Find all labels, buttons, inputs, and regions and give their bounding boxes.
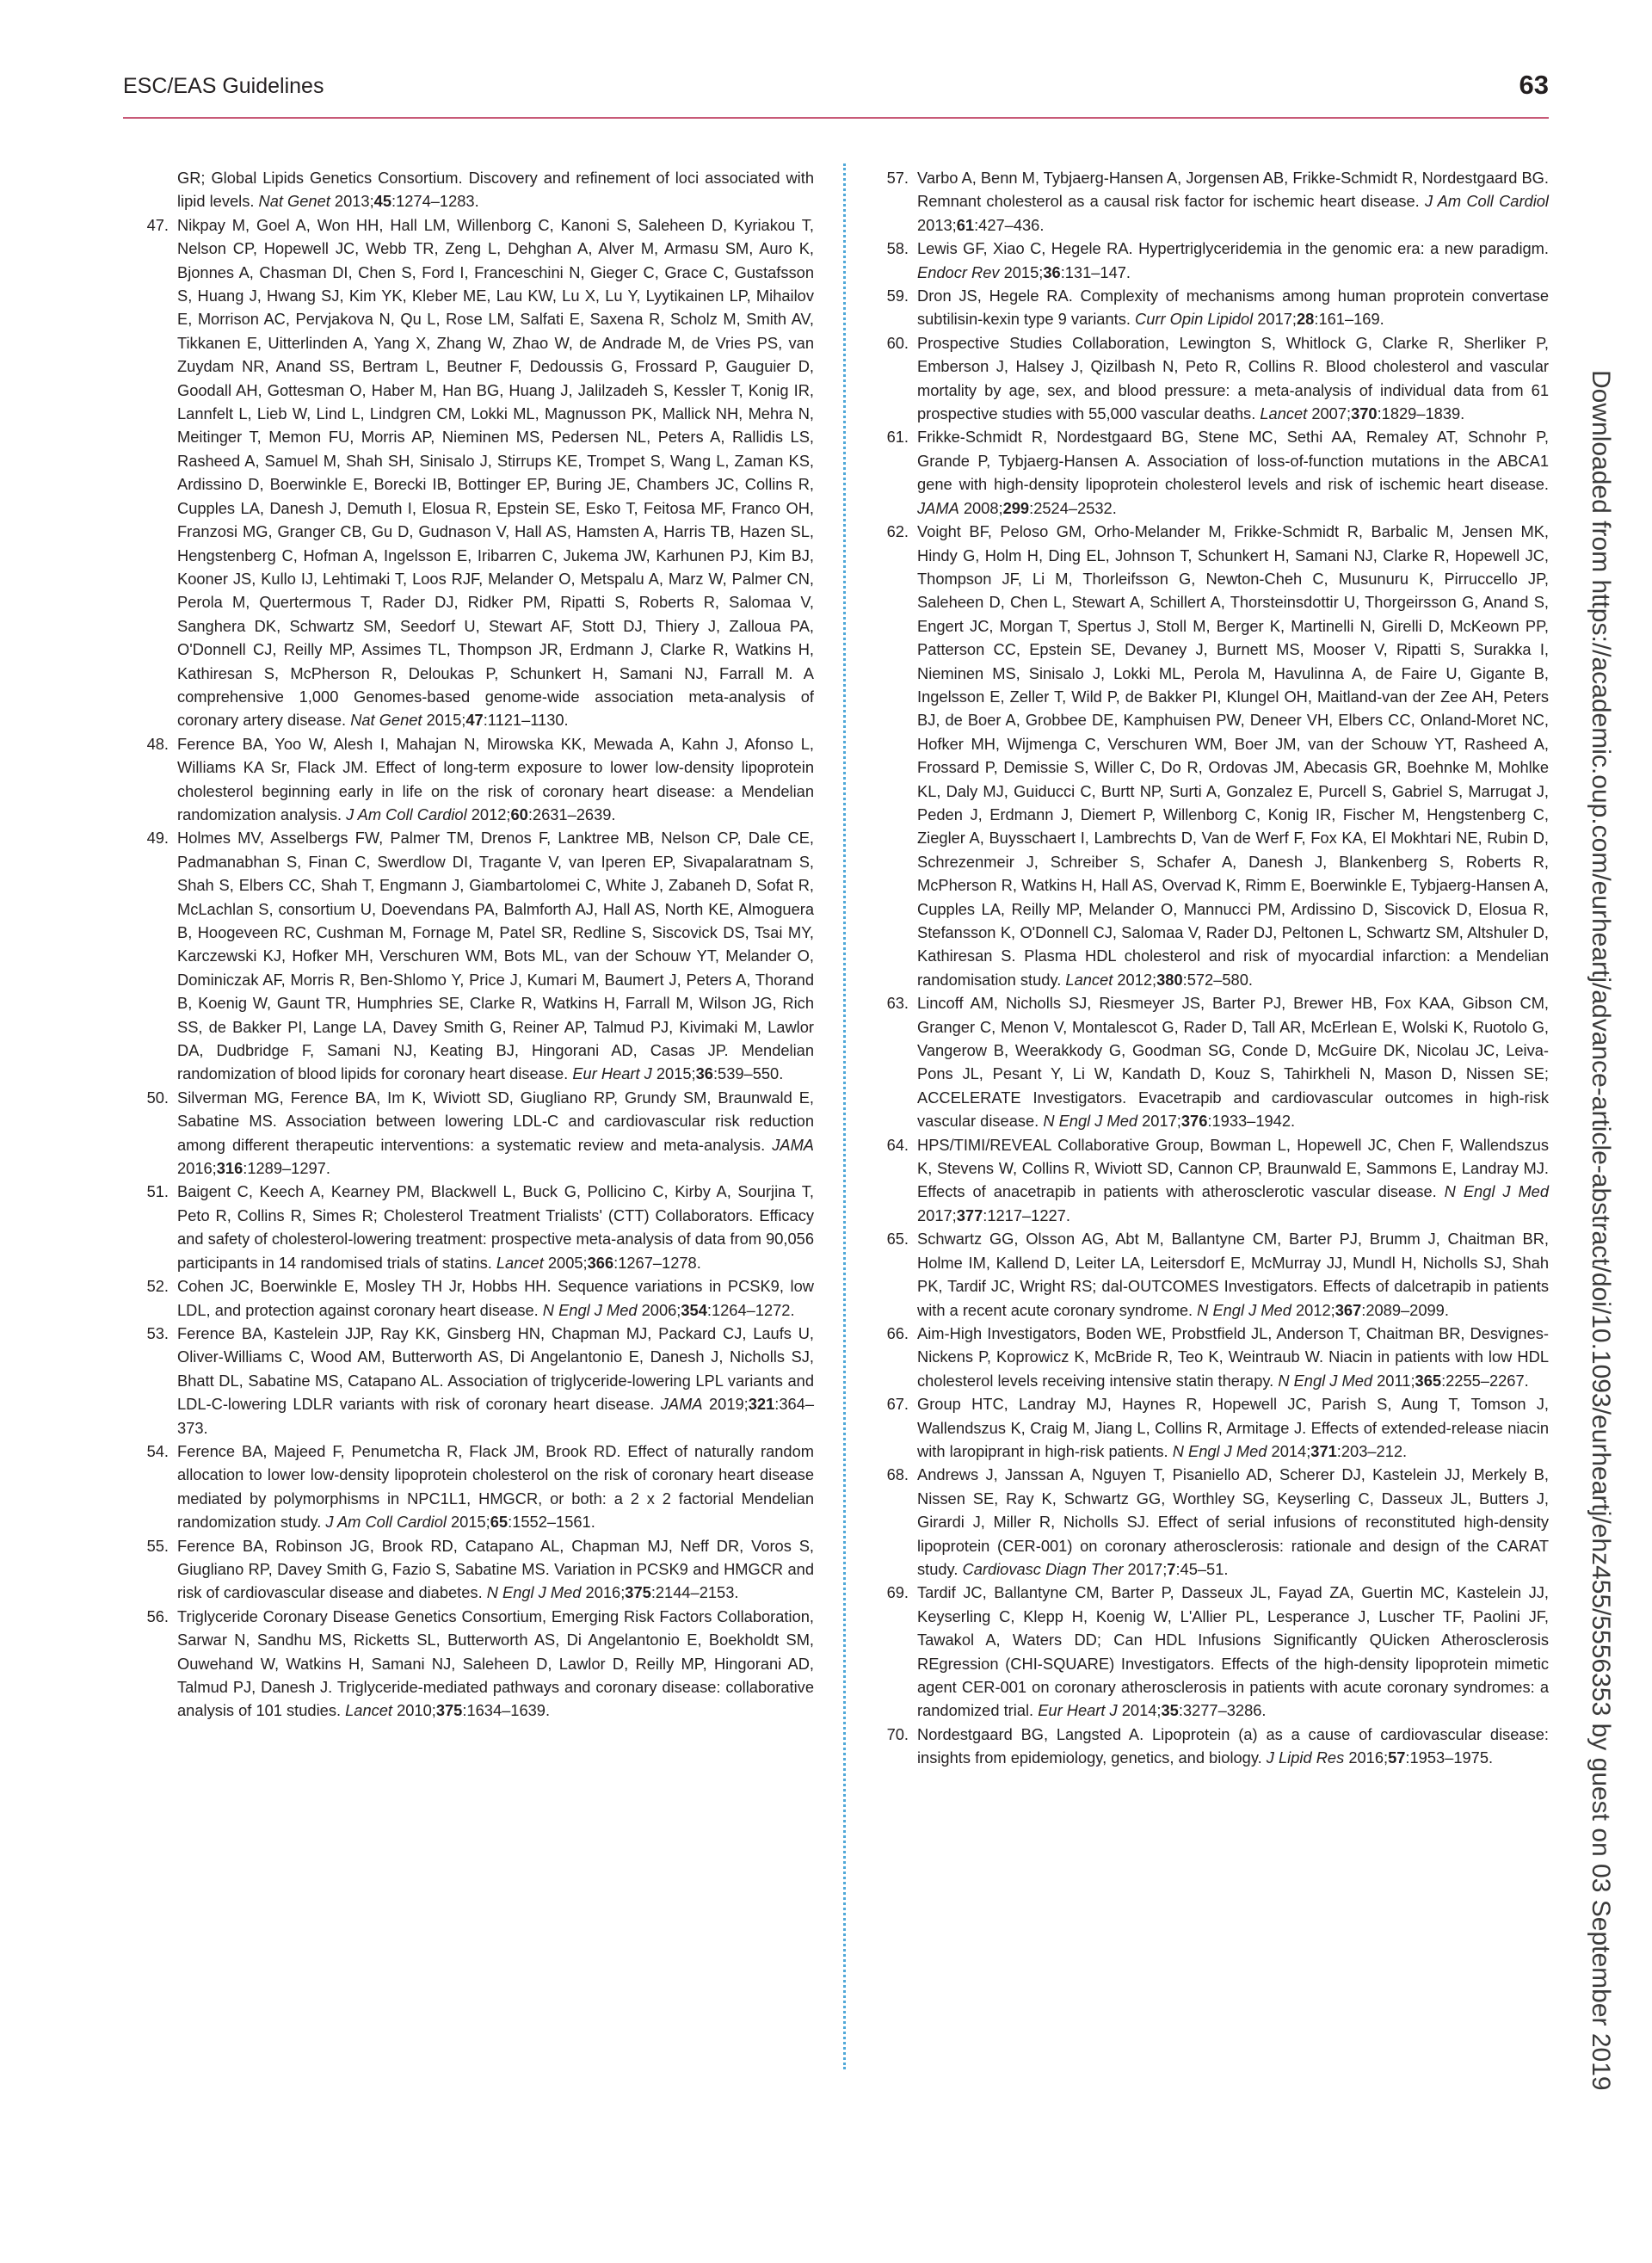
reference-item <box>129 1180 814 1274</box>
reference-pages: :1267–1278. <box>613 1253 701 1272</box>
reference-year: 2012; <box>1291 1300 1335 1319</box>
reference-text: Lincoff AM, Nicholls SJ, Riesmeyer JS, Barter PJ, Brewer HB, Fox KAA, Gibson CM, Granger C, Menon V, Montalescot G, Rader D, Tall AR, McErlean E, Wolski K, Ruotolo G, Vangerow B, Weerakkody G, Goodman SG, Conde D, McGuire DK, Nicolau JC, Leiva-Pons JL, Pesant Y, Li W, Kandath D, Kouz S, Tahirkheli N, Mason D, Nissen SE; ACCELERATE Investigators. Evacetrapib and cardiovascular outcomes in high-risk vascular disease. <box>917 994 1549 1131</box>
reference-pages: :3277–3286. <box>1178 1701 1267 1720</box>
reference-text: Nordestgaard BG, Langsted A. Lipoprotein (a) as a cause of cardiovascular disease: insights from epidemiology, genetics, and biology. <box>917 1724 1549 1767</box>
running-header <box>123 72 1549 119</box>
reference-item <box>129 1086 814 1181</box>
reference-volume: 354 <box>681 1300 707 1319</box>
reference-volume: 367 <box>1335 1300 1362 1319</box>
reference-volume: 370 <box>1351 404 1378 423</box>
reference-volume: 365 <box>1415 1371 1442 1390</box>
reference-journal: JAMA <box>917 498 959 517</box>
reference-volume: 36 <box>695 1064 713 1083</box>
reference-pages: :45–51. <box>1175 1559 1229 1578</box>
reference-pages: :203–212. <box>1336 1441 1408 1460</box>
reference-journal: Curr Opin Lipidol <box>1135 310 1254 329</box>
reference-item <box>129 1322 814 1440</box>
reference-item <box>129 213 814 732</box>
reference-number: 60. <box>886 333 909 352</box>
reference-volume: 377 <box>956 1205 983 1224</box>
reference-item <box>869 237 1549 284</box>
column-divider <box>843 163 846 2069</box>
reference-item <box>869 166 1549 237</box>
reference-pages: :2631–2639. <box>527 805 616 823</box>
reference-text: Silverman MG, Ference BA, Im K, Wiviott SD, Giugliano RP, Grundy SM, Braunwald E, Sabatine MS. Association between lowering LDL-C and cardiovascular risk reduction among different therapeutic interventions: a systematic review and meta-analysis. <box>177 1088 814 1154</box>
reference-journal: N Engl J Med <box>542 1300 638 1319</box>
reference-year: 2014; <box>1117 1701 1162 1720</box>
reference-number: 66. <box>886 1323 909 1342</box>
reference-journal: Eur Heart J <box>1038 1701 1118 1720</box>
reference-year: 2019; <box>702 1395 749 1414</box>
reference-pages: :2255–2267. <box>1441 1371 1529 1390</box>
reference-volume: 299 <box>1002 498 1030 517</box>
reference-year: 2015; <box>422 711 466 730</box>
reference-text: Ference BA, Majeed F, Penumetcha R, Flack JM, Brook RD. Effect of naturally random allocation to lower low-density lipoprotein cholesterol on the risk of coronary heart disease mediated by polymorphisms in NPC1L1, HMGCR, or both: a 2 x 2 factorial Mendelian randomization study. <box>177 1441 814 1532</box>
reference-volume: 47 <box>465 711 484 730</box>
reference-year: 2016; <box>177 1159 217 1178</box>
reference-year: 2015; <box>446 1513 490 1532</box>
reference-year: 2017; <box>1123 1559 1168 1578</box>
reference-number: 52. <box>146 1277 169 1296</box>
reference-number: 55. <box>146 1536 169 1555</box>
reference-text: Group HTC, Landray MJ, Haynes R, Hopewell JC, Parish S, Aung T, Tomson J, Wallendszus K, Craig M, Jiang L, Collins R, Armitage J. Effects of extended-release niacin with laropiprant in high-risk patients. <box>917 1395 1549 1460</box>
reference-pages: :572–580. <box>1182 970 1253 989</box>
reference-number: 69. <box>886 1583 909 1602</box>
reference-year: 2007; <box>1307 404 1352 423</box>
reference-volume: 57 <box>1388 1748 1406 1767</box>
reference-number: 68. <box>886 1465 909 1484</box>
reference-year: 2016; <box>581 1583 626 1602</box>
reference-item <box>869 1581 1549 1722</box>
reference-volume: 366 <box>587 1253 614 1272</box>
reference-text: Prospective Studies Collaboration, Lewington S, Whitlock G, Clarke R, Sherliker P, Emberson J, Halsey J, Qizilbash N, Peto R, Collins R. Blood cholesterol and vascular mortality by age, sex, and blood pressure: a meta-analysis of individual data from 61 prospective studies with 55,000 vascular deaths. <box>917 333 1549 423</box>
reference-pages: :1953–1975. <box>1405 1748 1494 1767</box>
reference-volume: 380 <box>1156 970 1183 989</box>
reference-text: Tardif JC, Ballantyne CM, Barter P, Dasseux JL, Fayad ZA, Guertin MC, Kastelein JJ, Keyserling C, Klepp H, Koenig W, L'Allier PL, Lesperance J, Luscher TF, Paolini JF, Tawakol A, Waters DD; Can HDL Infusions Significantly QUicken Atherosclerosis REgression (CHI-SQUARE) Investigators. Effects of the high-density lipoprotein mimetic agent CER-001 on coronary atherosclerosis in patients with acute coronary syndromes: a randomized trial. <box>917 1583 1549 1720</box>
reference-item <box>129 732 814 827</box>
reference-text: Baigent C, Keech A, Kearney PM, Blackwell L, Buck G, Pollicino C, Kirby A, Sourjina T, Peto R, Collins R, Simes R; Cholesterol Treatment Trialists' (CTT) Collaborators. Efficacy and safety of cholesterol-lowering treatment: prospective meta-analysis of data from 90,056 participants in 14 randomised trials of statins. <box>177 1182 814 1272</box>
reference-text: HPS/TIMI/REVEAL Collaborative Group, Bowman L, Hopewell JC, Chen F, Wallendszus K, Stevens W, Collins R, Wiviott SD, Cannon CP, Braunwald E, Sammons E, Landray MJ. Effects of anacetrapib in patients with atherosclerotic vascular disease. <box>917 1135 1549 1201</box>
reference-number: 61. <box>886 428 909 447</box>
reference-text: Lewis GF, Xiao C, Hegele RA. Hypertriglyceridemia in the genomic era: a new paradigm. <box>917 239 1549 258</box>
reference-year: 2015; <box>651 1064 696 1083</box>
reference-item <box>869 1133 1549 1228</box>
reference-number: 70. <box>886 1724 909 1743</box>
reference-volume: 316 <box>216 1159 243 1178</box>
reference-item <box>129 166 814 213</box>
reference-journal: N Engl J Med <box>1172 1441 1267 1460</box>
reference-pages: :161–169. <box>1314 310 1384 329</box>
reference-pages: :1217–1227. <box>983 1205 1070 1224</box>
reference-item <box>869 520 1549 991</box>
reference-number: 49. <box>146 829 169 848</box>
reference-text: Triglyceride Coronary Disease Genetics Consortium, Emerging Risk Factors Collaboration, Sarwar N, Sandhu MS, Ricketts SL, Butterworth AS, Di Angelantonio E, Boekholdt SM, Ouwehand W, Watkins H, Samani NJ, Saleheen D, Lawlor D, Reilly MP, Hingorani AD, Talmud PJ, Danesh J. Triglyceride-mediated pathways and coronary disease: collaborative analysis of 101 studies. <box>177 1606 814 1720</box>
reference-journal: Lancet <box>1260 404 1308 423</box>
reference-volume: 65 <box>490 1513 509 1532</box>
reference-pages: :1634–1639. <box>462 1701 551 1720</box>
reference-pages: :2089–2099. <box>1361 1300 1449 1319</box>
reference-volume: 61 <box>956 215 975 234</box>
reference-year: 2013; <box>917 215 957 234</box>
reference-journal: Lancet <box>345 1701 393 1720</box>
reference-journal: N Engl J Med <box>1278 1371 1373 1390</box>
reference-number: 51. <box>146 1182 169 1201</box>
reference-journal: Lancet <box>496 1253 544 1272</box>
reference-year: 2017; <box>1253 310 1298 329</box>
reference-text: Ference BA, Yoo W, Alesh I, Mahajan N, Mirowska KK, Mewada A, Kahn J, Afonso L, Williams KA Sr, Flack JM. Effect of long-term exposure to lower low-density lipoprotein cholesterol beginning early in life on the risk of coronary heart disease: a Mendelian randomization analysis. <box>177 734 814 823</box>
reference-item <box>869 1392 1549 1463</box>
reference-year: 2008; <box>959 498 1003 517</box>
reference-journal: N Engl J Med <box>486 1583 582 1602</box>
reference-year: 2017; <box>1137 1112 1181 1131</box>
reference-pages: :1289–1297. <box>243 1159 330 1178</box>
reference-number: 53. <box>146 1323 169 1342</box>
reference-year: 2012; <box>466 805 511 823</box>
reference-text: GR; Global Lipids Genetics Consortium. Discovery and refinement of loci associated with lipid levels. <box>177 169 814 211</box>
reference-item <box>869 1723 1549 1770</box>
reference-number: 62. <box>886 522 909 541</box>
reference-number: 65. <box>886 1230 909 1249</box>
reference-journal: Nat Genet <box>350 711 422 730</box>
reference-journal: N Engl J Med <box>1197 1300 1291 1319</box>
reference-year: 2013; <box>330 192 374 211</box>
reference-journal: N Engl J Med <box>1444 1182 1550 1201</box>
reference-text: Holmes MV, Asselbergs FW, Palmer TM, Drenos F, Lanktree MB, Nelson CP, Dale CE, Padmanabhan S, Finan C, Swerdlow DI, Tragante V, van Iperen EP, Sivapalaratnam S, Shah S, Elbers CC, Shah T, Engmann J, Giambartolomei C, White J, Zabaneh D, Sofat R, McLachlan S, consortium U, Doevendans PA, Balmforth AJ, Hall AS, North KE, Almoguera B, Hoogeveen RC, Cushman M, Fornage M, Patel SR, Redline S, Siscovick DS, Tsai MY, Karczewski KJ, Hofker MH, Verschuren WM, Bots ML, van der Schouw YT, Melander O, Dominiczak AF, Morris R, Ben-Shlomo Y, Price J, Kumari M, Baumert J, Peters A, Thorand B, Koenig W, Gaunt TR, Humphries SE, Clarke R, Watkins H, Farrall M, Wilson JG, Rich SS, de Bakker PI, Lange LA, Davey Smith G, Reiner AP, Talmud PJ, Kivimaki M, Lawlor DA, Dudbridge F, Samani NJ, Keating BJ, Hingorani AD, Casas JP. Mendelian randomization of blood lipids for coronary heart disease. <box>177 829 814 1083</box>
reference-volume: 60 <box>510 805 528 823</box>
reference-number: 48. <box>146 734 169 753</box>
reference-volume: 321 <box>748 1395 775 1414</box>
reference-journal: Lancet <box>1065 970 1113 989</box>
reference-year: 2016; <box>1344 1748 1389 1767</box>
reference-year: 2006; <box>637 1300 681 1319</box>
reference-journal: Nat Genet <box>258 192 330 211</box>
reference-number: 50. <box>146 1088 169 1107</box>
reference-pages: :2524–2532. <box>1029 498 1117 517</box>
reference-year: 2015; <box>999 262 1044 281</box>
reference-year: 2010; <box>392 1701 436 1720</box>
reference-pages: :131–147. <box>1060 262 1131 281</box>
reference-pages: :2144–2153. <box>650 1583 739 1602</box>
reference-pages: :427–436. <box>974 215 1045 234</box>
reference-year: 2017; <box>917 1205 957 1224</box>
reference-text: Varbo A, Benn M, Tybjaerg-Hansen A, Jorgensen AB, Frikke-Schmidt R, Nordestgaard BG. Remnant cholesterol as a causal risk factor for ischemic heart disease. <box>917 169 1549 211</box>
reference-item <box>129 826 814 1085</box>
reference-number: 47. <box>146 215 169 234</box>
reference-text: Voight BF, Peloso GM, Orho-Melander M, Frikke-Schmidt R, Barbalic M, Jensen MK, Hindy G, Holm H, Ding EL, Johnson T, Schunkert H, Samani NJ, Clarke R, Hopewell JC, Thompson JF, Li M, Thorleifsson G, Newton-Cheh C, Musunuru K, Pirruccello JP, Saleheen D, Chen L, Stewart A, Schillert A, Thorsteinsdottir U, Thorgeirsson G, Anand S, Engert JC, Morgan T, Spertus J, Stoll M, Berger K, Martinelli N, Girelli D, McKeown PP, Patterson CC, Epstein SE, Devaney J, Burnett MS, Mooser V, Ripatti S, Surakka I, Nieminen MS, Sinisalo J, Lokki ML, Perola M, Havulinna A, de Faire U, Gigante B, Ingelsson E, Zeller T, Wild P, de Bakker PI, Klungel OH, Maitland-van der Zee AH, Peters BJ, de Boer A, Grobbee DE, Kamphuisen PW, Deneer VH, Elbers CC, Onland-Moret NC, Hofker MH, Wijmenga C, Verschuren WM, Boer JM, van der Schouw YT, Rasheed A, Frossard P, Demissie S, Willer C, Do R, Ordovas JM, Abecasis GR, Boehnke M, Mohlke KL, Daly MJ, Guiducci C, Burtt NP, Surti A, Gonzalez E, Purcell S, Gabriel S, Marrugat J, Peden J, Erdmann J, Diemert P, Willenborg C, Konig IR, Fischer M, Hengstenberg C, Ziegler A, Buysschaert I, Lambrechts D, Van de Werf F, Fox KA, El Mokhtari NE, Rubin D, Schrezenmeir J, Schreiber S, Schafer A, Danesh J, Blankenberg S, Roberts R, McPherson R, Watkins H, Hall AS, Overvad K, Rimm E, Boerwinkle E, Tybjaerg-Hansen A, Cupples LA, Reilly MP, Melander O, Mannucci PM, Ardissino D, Siscovick D, Elosua R, Stefansson K, O'Donnell CJ, Salomaa V, Rader DJ, Peltonen L, Schwartz SM, Altshuler D, Kathiresan S. Plasma HDL cholesterol and risk of myocardial infarction: a Mendelian randomisation study. <box>917 522 1549 989</box>
reference-journal: J Am Coll Cardiol <box>346 805 467 823</box>
journal-section-title: ESC/EAS Guidelines <box>123 74 324 98</box>
reference-text: Aim-High Investigators, Boden WE, Probstfield JL, Anderson T, Chaitman BR, Desvignes-Nickens P, Koprowicz K, McBride R, Teo K, Weintraub W. Niacin in patients with low HDL cholesterol levels receiving intensive statin therapy. <box>917 1323 1549 1390</box>
reference-text: Andrews J, Janssan A, Nguyen T, Pisaniello AD, Scherer DJ, Kastelein JJ, Merkely B, Nissen SE, Ray K, Schwartz GG, Worthley SG, Keyserling C, Dasseux JL, Butters J, Girardi J, Miller R, Nicholls SJ. Effect of serial infusions of reconstituted high-density lipoprotein (CER-001) on coronary atherosclerosis: rationale and design of the CARAT study. <box>917 1465 1549 1578</box>
reference-number: 57. <box>886 169 909 187</box>
reference-text: Cohen JC, Boerwinkle E, Mosley TH Jr, Hobbs HH. Sequence variations in PCSK9, low LDL, and protection against coronary heart disease. <box>177 1277 814 1319</box>
reference-item <box>869 991 1549 1132</box>
reference-year: 2011; <box>1372 1371 1415 1390</box>
references-right-column <box>869 166 1549 1770</box>
reference-year: 2014; <box>1267 1441 1311 1460</box>
reference-item <box>869 1227 1549 1322</box>
reference-pages: :1274–1283. <box>391 192 479 211</box>
reference-item <box>129 1605 814 1723</box>
reference-item <box>129 1534 814 1605</box>
reference-pages: :1933–1942. <box>1207 1112 1296 1131</box>
reference-item <box>869 1463 1549 1581</box>
reference-number: 54. <box>146 1441 169 1460</box>
reference-volume: 45 <box>373 192 391 211</box>
reference-pages: :1552–1561. <box>508 1513 595 1532</box>
reference-volume: 7 <box>1167 1559 1176 1578</box>
reference-journal: Eur Heart J <box>572 1064 652 1083</box>
reference-volume: 375 <box>435 1701 463 1720</box>
reference-pages: :364–373. <box>177 1395 815 1437</box>
reference-volume: 36 <box>1043 262 1061 281</box>
reference-item <box>869 284 1549 331</box>
page-number: 63 <box>1519 70 1549 100</box>
reference-number: 67. <box>886 1395 909 1414</box>
reference-text: Schwartz GG, Olsson AG, Abt M, Ballantyne CM, Barter PJ, Brumm J, Chaitman BR, Holme IM, Kallend D, Leiter LA, Leitersdorf E, McMurray JJ, Mundl H, Nicholls SJ, Shah PK, Tardif JC, Wright RS; dal-OUTCOMES Investigators. Effects of dalcetrapib in patients with a recent acute coronary syndrome. <box>917 1230 1549 1319</box>
reference-journal: J Am Coll Cardiol <box>325 1513 447 1532</box>
reference-volume: 376 <box>1180 1112 1208 1131</box>
reference-number: 63. <box>886 994 909 1013</box>
reference-text: Frikke-Schmidt R, Nordestgaard BG, Stene MC, Sethi AA, Remaley AT, Schnohr P, Grande P, Tybjaerg-Hansen A. Association of loss-of-function mutations in the ABCA1 gene with high-density lipoprotein cholesterol levels and risk of ischemic heart disease. <box>917 428 1549 494</box>
reference-year: 2005; <box>543 1253 588 1272</box>
reference-text: Ference BA, Robinson JG, Brook RD, Catapano AL, Chapman MJ, Neff DR, Voros S, Giugliano RP, Davey Smith G, Fazio S, Sabatine MS. Variation in PCSK9 and HMGCR and risk of cardiovascular disease and diabetes. <box>177 1536 814 1602</box>
reference-number: 64. <box>886 1135 909 1154</box>
reference-number: 58. <box>886 239 909 258</box>
reference-item <box>129 1274 814 1322</box>
reference-year: 2012; <box>1113 970 1157 989</box>
reference-pages: :1829–1839. <box>1377 404 1465 423</box>
download-notice: Downloaded from https://academic.oup.com/eurheartj/advance-article-abstract/doi/10.1093/eurheartj/ehz455/5556353 by guest on 03 September 2019 <box>1587 370 1615 2091</box>
reference-pages: :1264–1272. <box>706 1300 795 1319</box>
reference-item <box>129 1440 814 1534</box>
reference-journal: Cardiovasc Diagn Ther <box>962 1559 1124 1578</box>
reference-journal: JAMA <box>660 1395 703 1414</box>
reference-number: 59. <box>886 287 909 305</box>
reference-volume: 371 <box>1310 1441 1337 1460</box>
reference-journal: J Lipid Res <box>1266 1748 1345 1767</box>
reference-journal: JAMA <box>772 1135 814 1154</box>
reference-volume: 35 <box>1161 1701 1179 1720</box>
reference-text: Nikpay M, Goel A, Won HH, Hall LM, Willenborg C, Kanoni S, Saleheen D, Kyriakou T, Nelson CP, Hopewell JC, Webb TR, Zeng L, Dehghan A, Alver M, Armasu SM, Auro K, Bjonnes A, Chasman DI, Chen S, Ford I, Franceschini N, Gieger C, Grace C, Gustafsson S, Huang J, Hwang SJ, Kim YK, Kleber ME, Lau KW, Lu X, Lu Y, Lyytikainen LP, Mihailov E, Morrison AC, Pervjakova N, Qu L, Rose LM, Salfati E, Saxena R, Scholz M, Smith AV, Tikkanen E, Uitterlinden A, Yang X, Zhang W, Zhao W, de Andrade M, de Vries PS, van Zuydam NR, Anand SS, Bertram L, Beutner F, Dedoussis G, Frossard P, Gauguier D, Goodall AH, Gottesman O, Haber M, Han BG, Huang J, Jalilzadeh S, Kessler T, Konig IR, Lannfelt L, Lieb W, Lind L, Lindgren CM, Lokki ML, Magnusson PK, Mallick NH, Mehra N, Meitinger T, Memon FU, Morris AP, Nieminen MS, Pedersen NL, Peters A, Rallidis LS, Rasheed A, Samuel M, Shah SH, Sinisalo J, Stirrups KE, Trompet S, Wang L, Zaman KS, Ardissino D, Boerwinkle E, Borecki IB, Bottinger EP, Buring JE, Chambers JC, Collins R, Cupples LA, Danesh J, Demuth I, Elosua R, Epstein SE, Esko T, Feitosa MF, Franco OH, Franzosi MG, Granger CB, Gu D, Gudnason V, Hall AS, Hamsten A, Harris TB, Hazen SL, Hengstenberg C, Hofman A, Ingelsson E, Iribarren C, Jukema JW, Karhunen PJ, Kim BJ, Kooner JS, Kullo IJ, Lehtimaki T, Loos RJF, Melander O, Metspalu A, Marz W, Palmer CN, Perola M, Quertermous T, Rader DJ, Ridker PM, Ripatti S, Roberts R, Salomaa V, Sanghera DK, Schwartz SM, Seedorf U, Stewart AF, Stott DJ, Thiery J, Zalloua PA, O'Donnell CJ, Reilly MP, Assimes TL, Thompson JR, Erdmann J, Clarke R, Watkins H, Kathiresan S, McPherson R, Deloukas P, Schunkert H, Samani NJ, Farrall M. A comprehensive 1,000 Genomes-based genome-wide association meta-analysis of coronary artery disease. <box>177 215 814 730</box>
reference-journal: J Am Coll Cardiol <box>1424 192 1549 211</box>
reference-item <box>869 1322 1549 1392</box>
reference-pages: :1121–1130. <box>483 711 569 730</box>
reference-text: Ference BA, Kastelein JJP, Ray KK, Ginsberg HN, Chapman MJ, Packard CJ, Laufs U, Oliver-Williams C, Wood AM, Butterworth AS, Di Angelantonio E, Danesh J, Nicholls SJ, Bhatt DL, Sabatine MS, Catapano AL. Association of triglyceride-lowering LPL variants and LDL-C-lowering LDLR variants with risk of coronary heart disease. <box>177 1323 814 1414</box>
reference-volume: 28 <box>1297 310 1315 329</box>
reference-number: 56. <box>146 1606 169 1625</box>
reference-journal: Endocr Rev <box>917 262 1000 281</box>
reference-item <box>869 425 1549 520</box>
references-left-column <box>129 166 814 1723</box>
reference-journal: N Engl J Med <box>1043 1112 1138 1131</box>
reference-volume: 375 <box>625 1583 651 1602</box>
reference-pages: :539–550. <box>712 1064 784 1083</box>
reference-text: Dron JS, Hegele RA. Complexity of mechanisms among human proprotein convertase subtilisin-kexin type 9 variants. <box>917 287 1549 329</box>
reference-item <box>869 331 1549 426</box>
